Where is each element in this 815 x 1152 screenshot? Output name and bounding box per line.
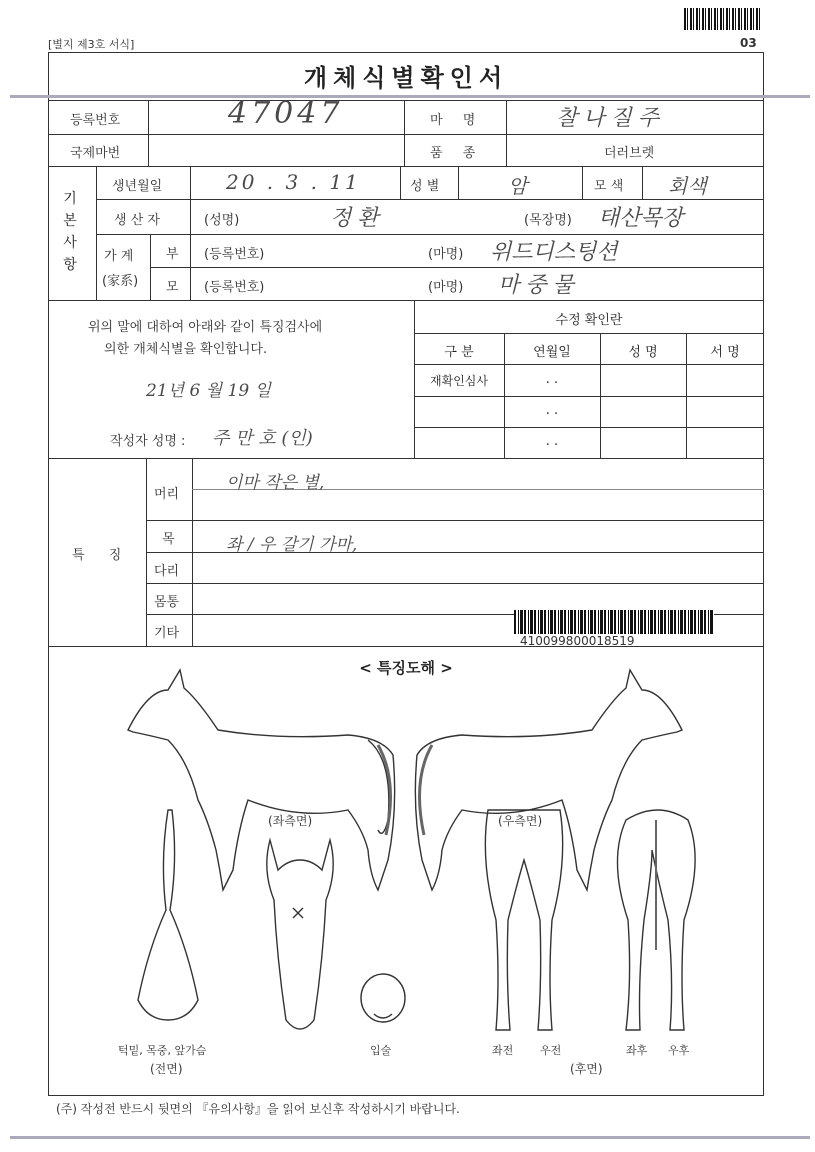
revision-date-1: . . (545, 372, 559, 387)
legs-label: 다리 (154, 564, 180, 579)
sire-reg-label: (등록번호) (204, 247, 265, 262)
left-side-horse-drawing (128, 670, 395, 890)
hindlegs-drawing (617, 810, 695, 1030)
form-number-label: [별지 제3호 서식] (48, 38, 135, 51)
sex-value: 암 (508, 174, 528, 198)
birth-value: 20 . 3 . 11 (226, 170, 361, 194)
body-label: 몸통 (154, 595, 180, 610)
left-fore-label: 좌전 (492, 1044, 514, 1057)
breeder-name-value: 정환 (330, 206, 385, 231)
breeder-name-label: (성명) (204, 213, 240, 228)
diagram-title: < 특징도해 > (359, 659, 453, 677)
page-title: 개체식별확인서 (303, 64, 509, 92)
neck-label: 목 (162, 532, 175, 547)
reg-no-label: 등록번호 (70, 113, 121, 128)
neck-value: 좌 / 우 갈기 가마, (226, 535, 358, 555)
revision-col-type: 구 분 (444, 345, 474, 360)
page-number: 03 (740, 36, 757, 50)
revision-header: 수정 확인란 (555, 313, 623, 328)
etc-label: 기타 (154, 626, 180, 641)
writer-label: 작성자 성명 : (110, 434, 186, 449)
breed-label: 품 종 (430, 146, 484, 161)
reg-no-value: 47047 (228, 96, 344, 131)
dam-label: 모 (166, 280, 179, 295)
head-label: 머리 (154, 487, 180, 502)
revision-col-sign: 서 명 (710, 345, 740, 360)
statement-line-2: 의한 개체식별을 확인합니다. (104, 342, 268, 357)
head-front-drawing (267, 840, 333, 1029)
horse-name-value: 찰나질주 (556, 106, 666, 131)
front-neck-drawing (138, 810, 198, 1020)
left-hind-label: 좌후 (626, 1044, 648, 1057)
right-fore-label: 우전 (540, 1044, 562, 1057)
revision-col-name: 성 명 (628, 345, 658, 360)
barcode-number: 410099800018519 (520, 634, 635, 648)
writer-value: 주 만 호 (인) (212, 428, 313, 449)
left-side-label: (좌측면) (268, 814, 313, 828)
birth-label: 생년월일 (112, 179, 163, 194)
intl-no-label: 국제마번 (70, 146, 121, 161)
revision-row1-type: 재확인심사 (430, 374, 488, 388)
right-hind-label: 우후 (668, 1044, 690, 1057)
color-label: 모 색 (594, 179, 624, 194)
dam-reg-label: (등록번호) (204, 280, 265, 295)
dam-name-value: 마중물 (498, 273, 580, 298)
top-barcode (684, 8, 762, 30)
pedigree-hanja: (家系) (102, 274, 139, 289)
muzzle-drawing (361, 974, 405, 1022)
rear-label: (후면) (570, 1062, 603, 1076)
front-caption: 턱밑, 목중, 앞가슴 (118, 1044, 207, 1057)
statement-line-1: 위의 말에 대하여 아래와 같이 특징검사에 (88, 320, 323, 335)
sticker-barcode (514, 610, 714, 634)
muzzle-caption: 입술 (370, 1044, 392, 1057)
breed-value: 더러브렛 (604, 146, 655, 161)
front-label: (전면) (150, 1062, 183, 1076)
sire-label: 부 (166, 247, 179, 262)
horse-name-label: 마 명 (430, 113, 484, 128)
revision-date-3: . . (545, 434, 559, 449)
dam-name-label: (마명) (428, 280, 464, 295)
revision-col-date: 연월일 (533, 345, 571, 360)
basic-section-label: 기본사항 (63, 191, 77, 273)
scan-line (10, 95, 810, 98)
right-side-label: (우측면) (498, 814, 543, 828)
color-value: 회색 (668, 174, 707, 198)
revision-date-2: . . (545, 403, 559, 418)
breeder-label: 생 산 자 (114, 213, 160, 228)
sire-name-label: (마명) (428, 247, 464, 262)
sex-label: 성 별 (410, 179, 440, 194)
head-value: 이마 작은 별, (226, 473, 325, 493)
right-side-horse-drawing (415, 670, 682, 890)
sire-name-value: 위드디스팅션 (490, 240, 618, 265)
scan-line (10, 1136, 810, 1139)
confirm-date: 21년 6 월 19 일 (146, 381, 271, 401)
features-section-label: 특 징 (72, 548, 132, 563)
horse-diagram (48, 660, 762, 1080)
pedigree-label: 가 계 (104, 249, 134, 264)
forelegs-drawing (485, 810, 562, 1030)
footer-note: (주) 작성전 반드시 뒷면의 『유의사항』을 읽어 보신후 작성하시기 바랍니다. (56, 1102, 460, 1116)
farm-label: (목장명) (524, 213, 572, 228)
farm-value: 태산목장 (598, 206, 684, 231)
